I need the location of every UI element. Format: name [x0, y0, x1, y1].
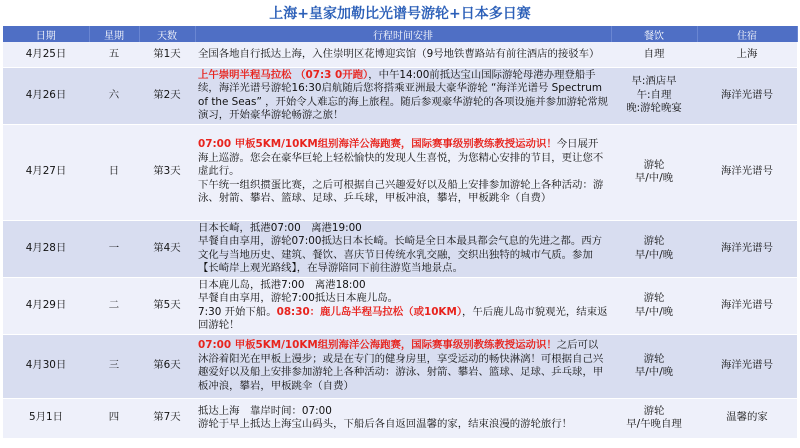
header-weekday: 星期 — [89, 26, 139, 42]
row-itinerary — [195, 334, 611, 398]
row-day: 第1天 — [139, 42, 195, 67]
row-weekday: 一 — [89, 220, 139, 277]
row-meals: 早:酒店早 午:自理 晚:游轮晚宴 — [611, 67, 697, 124]
row-meals: 游轮 早/中/晚 — [611, 220, 697, 277]
row-meals: 游轮 早/中/晚 — [611, 334, 697, 398]
row-weekday: 日 — [89, 124, 139, 220]
page-title: 上海+皇家加勒比光谱号游轮+日本多日赛 — [269, 6, 531, 22]
row-date: 5月1日 — [3, 398, 89, 438]
row-itinerary — [195, 277, 611, 334]
row-itinerary — [195, 67, 611, 124]
itinerary-text: ，午后鹿儿岛市貌观光，结束返回游轮！ — [198, 305, 608, 331]
itinerary-highlight-text: 08:30：鹿儿岛半程马拉松（或10KM） — [276, 305, 463, 318]
itinerary-highlight-text: 07:00 甲板5KM/10KM组别海洋公海跑赛，国际赛事级别教练教授运动识！ — [198, 138, 557, 151]
table-row — [3, 277, 797, 334]
table-header-row — [3, 26, 797, 42]
itinerary-highlight-text: 07:00 甲板5KM/10KM组别海洋公海跑赛，国际赛事级别教练教授运动识！ — [198, 339, 557, 351]
header-day: 天数 — [139, 26, 195, 42]
row-day: 第3天 — [139, 124, 195, 220]
table-row — [3, 334, 797, 398]
itinerary-highlight-text: 上午崇明半程马拉松 （07:3 0开跑） — [198, 68, 369, 81]
row-date: 4月28日 — [3, 220, 89, 277]
row-date: 4月26日 — [3, 67, 89, 124]
itinerary-text: 日本鹿儿岛，抵港7:00 离港18:00 早餐自由享用，游轮7:00抵达日本鹿儿岛。 7:30 开始下船。 — [198, 278, 398, 318]
header-lodging: 住宿 — [697, 26, 797, 42]
table-row — [3, 42, 797, 67]
row-weekday: 三 — [89, 334, 139, 398]
row-day: 第6天 — [139, 334, 195, 398]
row-date: 4月29日 — [3, 277, 89, 334]
row-day: 第4天 — [139, 220, 195, 277]
table-row — [3, 124, 797, 220]
row-meals: 游轮 早/中/晚 — [611, 124, 697, 220]
itinerary-text: 全国各地自行抵达上海，入住崇明区花博迎宾馆（9号地铁曹路站有前往酒店的接驳车） — [198, 47, 600, 60]
row-lodging: 海洋光谱号 — [697, 124, 797, 220]
row-itinerary — [195, 220, 611, 277]
row-date: 4月30日 — [3, 334, 89, 398]
row-meals: 游轮 早/午晚自理 — [611, 398, 697, 438]
itinerary-text: 之后可以沐浴着阳光在甲板上漫步；或是在专门的健身房里，享受运动的畅快淋漓！可根据自己兴趣爱好以及船上安排参加游轮上各种活动：游泳、射箭、攀岩、篮球、足球、乒乓球，甲板冲浪，攀岩，甲板跳伞（自费） — [198, 339, 604, 392]
itinerary-table — [3, 26, 798, 439]
table-row — [3, 220, 797, 277]
row-lodging: 海洋光谱号 — [697, 334, 797, 398]
row-day: 第2天 — [139, 67, 195, 124]
row-itinerary — [195, 398, 611, 438]
row-lodging: 上海 — [697, 42, 797, 67]
row-weekday: 四 — [89, 398, 139, 438]
row-date: 4月27日 — [3, 124, 89, 220]
row-lodging: 温馨的家 — [697, 398, 797, 438]
header-date: 日期 — [3, 26, 89, 42]
table-row — [3, 398, 797, 438]
row-meals: 游轮 早/中/晚 — [611, 277, 697, 334]
itinerary-text: 今日展开海上巡游。您会在豪华巨轮上轻松愉快的发现人生喜悦，为您精心安排的节目，更让您不虚此行。 下午统一组织掼蛋比赛，之后可根据自己兴趣爱好以及船上安排参加游轮上各种活动：游泳、射箭、攀岩、篮球、足球、乒乓球，甲板冲浪，攀岩，甲板跳伞（自费） — [198, 138, 604, 205]
header-meals: 餐饮 — [611, 26, 697, 42]
itinerary-text: ，中午14:00前抵达宝山国际游轮母港办理登船手续，海洋光谱号游轮16:30启航随后您将搭乘亚洲最大豪华游轮 “海洋光谱号 Spectrum of the Seas” ，开始令人难忘的海上旅程。随后参观豪华游轮的各项设施并参加游轮常规演习，开始豪华游轮畅游之旅！ — [198, 68, 609, 121]
row-meals: 自理 — [611, 42, 697, 67]
row-lodging: 海洋光谱号 — [697, 220, 797, 277]
row-itinerary — [195, 124, 611, 220]
row-day: 第7天 — [139, 398, 195, 438]
row-weekday: 二 — [89, 277, 139, 334]
row-day: 第5天 — [139, 277, 195, 334]
itinerary-text: 日本长崎，抵港07:00 离港19:00 早餐自由享用，游轮07:00抵达日本长崎。长崎是全日本最具都会气息的先进之都。西方文化与当地历史、建筑、餐饮、喜庆节日传统水乳交融，交织出独特的城市气质。参加【长崎岸上观光路线】，在导游陪同下前往游览当地景点。 — [198, 221, 603, 274]
row-lodging: 海洋光谱号 — [697, 67, 797, 124]
row-lodging: 海洋光谱号 — [697, 277, 797, 334]
row-itinerary — [195, 42, 611, 67]
header-itinerary: 行程时间安排 — [195, 26, 611, 42]
table-row — [3, 67, 797, 124]
row-weekday: 六 — [89, 67, 139, 124]
row-date: 4月25日 — [3, 42, 89, 67]
row-weekday: 五 — [89, 42, 139, 67]
itinerary-text: 抵达上海 靠岸时间：07:00 游轮于早上抵达上海宝山码头，下船后各自返回温馨的家，结束浪漫的游轮旅行！ — [198, 404, 573, 430]
